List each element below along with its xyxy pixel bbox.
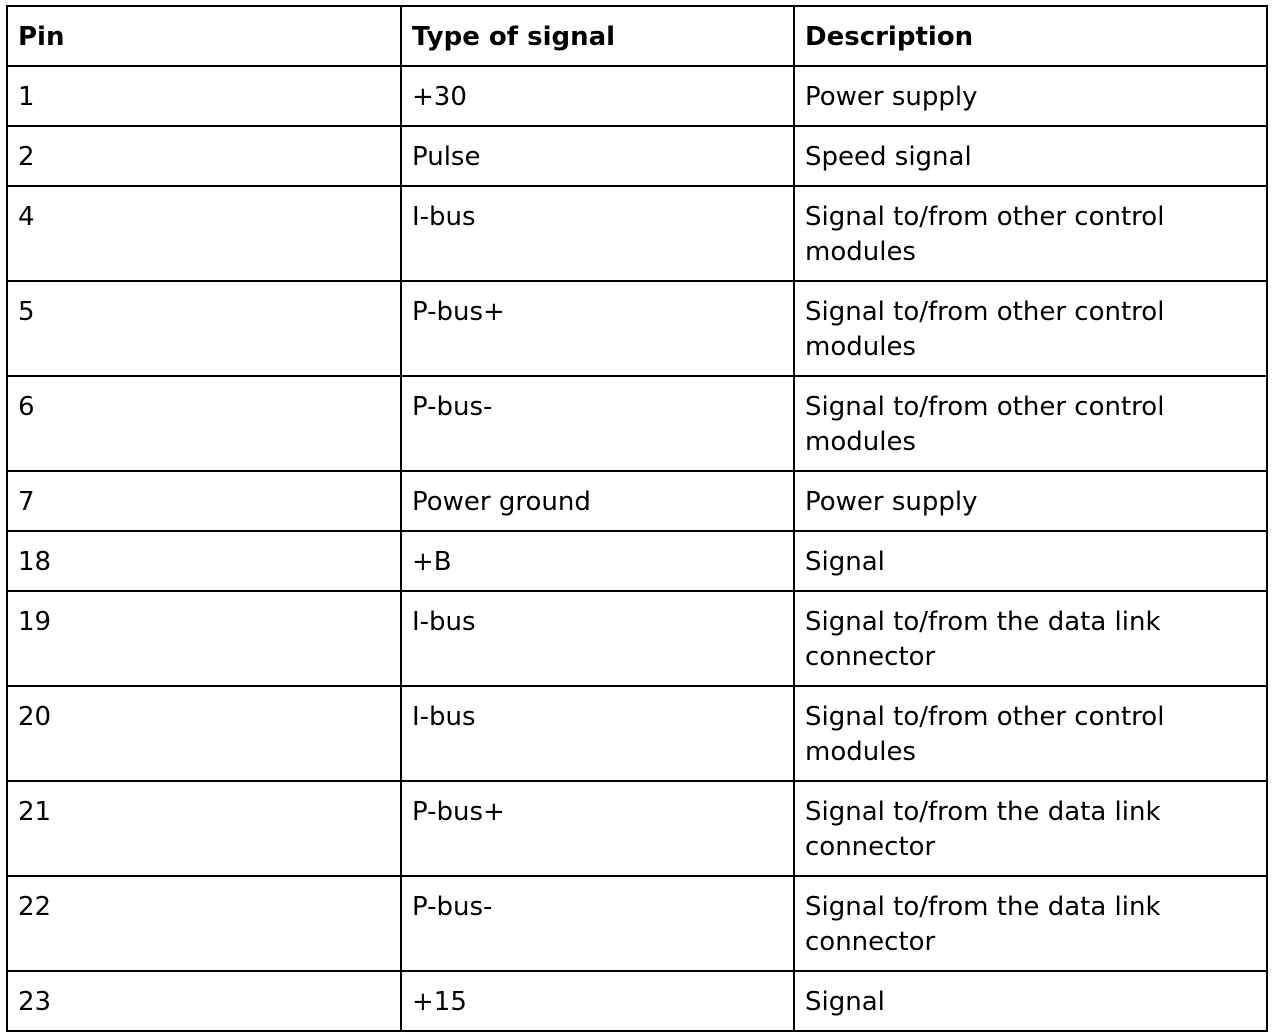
signal-type-cell: Power ground bbox=[401, 471, 794, 531]
column-header-pin: Pin bbox=[7, 6, 401, 66]
table-row bbox=[7, 376, 1267, 471]
description-cell: Power supply bbox=[794, 66, 1267, 126]
signal-type-cell: +15 bbox=[401, 971, 794, 1031]
description-cell: Signal to/from other control modules bbox=[794, 686, 1267, 781]
table-row bbox=[7, 471, 1267, 531]
description-cell: Signal bbox=[794, 971, 1267, 1031]
table-row bbox=[7, 66, 1267, 126]
pin-cell: 1 bbox=[7, 66, 401, 126]
description-cell: Signal to/from other control modules bbox=[794, 281, 1267, 376]
description-cell: Signal bbox=[794, 531, 1267, 591]
table-row bbox=[7, 876, 1267, 971]
pin-cell: 18 bbox=[7, 531, 401, 591]
pin-cell: 6 bbox=[7, 376, 401, 471]
signal-type-cell: +30 bbox=[401, 66, 794, 126]
signal-type-cell: P-bus+ bbox=[401, 781, 794, 876]
signal-type-cell: I-bus bbox=[401, 591, 794, 686]
signal-type-cell: Pulse bbox=[401, 126, 794, 186]
pin-cell: 19 bbox=[7, 591, 401, 686]
table-row bbox=[7, 971, 1267, 1031]
table-row bbox=[7, 686, 1267, 781]
table-row bbox=[7, 186, 1267, 281]
pin-cell: 7 bbox=[7, 471, 401, 531]
table-row bbox=[7, 281, 1267, 376]
table-row bbox=[7, 531, 1267, 591]
pin-cell: 21 bbox=[7, 781, 401, 876]
description-cell: Signal to/from other control modules bbox=[794, 376, 1267, 471]
table-row bbox=[7, 126, 1267, 186]
description-cell: Signal to/from other control modules bbox=[794, 186, 1267, 281]
description-cell: Signal to/from the data link connector bbox=[794, 591, 1267, 686]
column-header-type-of-signal: Type of signal bbox=[401, 6, 794, 66]
pin-assignment-table bbox=[6, 5, 1268, 1032]
column-header-description: Description bbox=[794, 6, 1267, 66]
signal-type-cell: +B bbox=[401, 531, 794, 591]
pin-cell: 4 bbox=[7, 186, 401, 281]
signal-type-cell: I-bus bbox=[401, 686, 794, 781]
description-cell: Speed signal bbox=[794, 126, 1267, 186]
pin-cell: 20 bbox=[7, 686, 401, 781]
signal-type-cell: P-bus+ bbox=[401, 281, 794, 376]
signal-type-cell: P-bus- bbox=[401, 376, 794, 471]
pin-cell: 22 bbox=[7, 876, 401, 971]
description-cell: Power supply bbox=[794, 471, 1267, 531]
pin-cell: 5 bbox=[7, 281, 401, 376]
description-cell: Signal to/from the data link connector bbox=[794, 876, 1267, 971]
signal-type-cell: I-bus bbox=[401, 186, 794, 281]
table-header-row bbox=[7, 6, 1267, 66]
table-row bbox=[7, 591, 1267, 686]
pin-cell: 2 bbox=[7, 126, 401, 186]
signal-type-cell: P-bus- bbox=[401, 876, 794, 971]
description-cell: Signal to/from the data link connector bbox=[794, 781, 1267, 876]
pin-cell: 23 bbox=[7, 971, 401, 1031]
table-row bbox=[7, 781, 1267, 876]
